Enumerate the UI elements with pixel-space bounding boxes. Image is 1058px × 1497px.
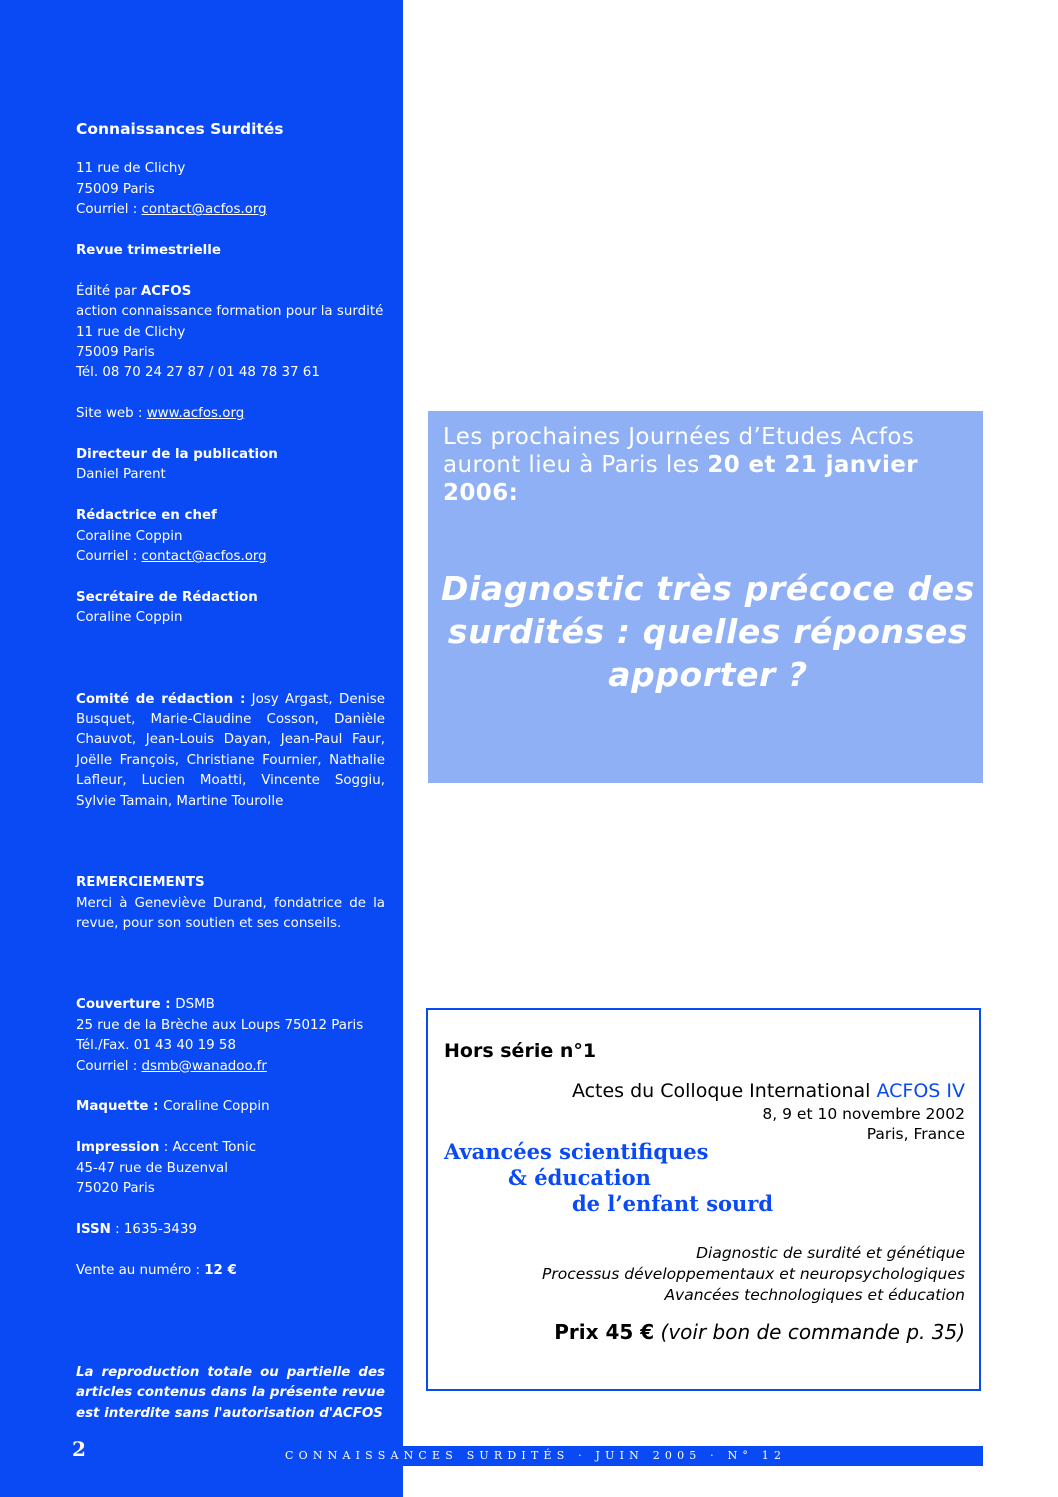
hors-serie-title: Hors série n°1 <box>444 1040 597 1062</box>
email-link[interactable]: contact@acfos.org <box>141 549 267 565</box>
cover-line: Tél./Fax. 01 43 40 19 58 <box>76 1038 236 1054</box>
hors-serie-price <box>554 1320 965 1344</box>
director-label: Directeur de la publication <box>76 447 278 463</box>
price-value: 12 € <box>204 1262 237 1278</box>
footer-running-title: CONNAISSANCES SURDITÉS · JUIN 2005 · N° 12 <box>285 1449 787 1462</box>
price-note: (voir bon de commande p. 35) <box>654 1320 965 1344</box>
cover-label: Couverture : <box>76 997 176 1013</box>
edited-by-org: ACFOS <box>140 283 192 299</box>
hors-serie-topics <box>542 1243 965 1306</box>
hors-serie-subtitle-line: Avancées scientifiques <box>444 1139 709 1164</box>
layout-line <box>76 1097 385 1117</box>
email-link[interactable]: dsmb@wanadoo.fr <box>141 1058 267 1074</box>
sidebar-panel <box>0 0 403 1497</box>
printing-value: : Accent Tonic <box>159 1140 257 1156</box>
legal-notice: La reproduction totale ou partielle des articles contenus dans la présente revue est interdite sans l'autorisation d'ACFOS <box>76 1364 385 1421</box>
thanks-label: REMERCIEMENTS <box>76 875 205 891</box>
secretary-name: Coraline Coppin <box>76 610 183 626</box>
chief-editor-courriel: Courriel : contact@acfos.org <box>76 549 267 565</box>
org-line: action connaissance formation pour la surdité <box>76 304 384 320</box>
director-name: Daniel Parent <box>76 467 166 483</box>
issn-label: ISSN <box>76 1221 111 1237</box>
price-label: Vente au numéro : <box>76 1262 205 1278</box>
cover-line: 25 rue de la Brèche aux Loups 75012 Paris <box>76 1017 364 1033</box>
address-line: 75009 Paris <box>76 181 155 197</box>
masthead-title: Connaissances Surdités <box>76 120 284 138</box>
layout-value: Coraline Coppin <box>163 1099 270 1115</box>
email-link[interactable]: contact@acfos.org <box>141 202 267 218</box>
committee-block <box>76 690 385 812</box>
issn-line <box>76 1220 385 1240</box>
chief-editor-block <box>76 506 385 567</box>
announcement-dates: 20 et 21 janvier 2006: <box>443 452 918 506</box>
page-number: 2 <box>72 1437 86 1461</box>
acfos-brand: ACFOS IV <box>876 1080 965 1102</box>
topic-item: Avancées technologiques et éducation <box>664 1286 965 1304</box>
cover-value: DSMB <box>175 997 215 1013</box>
printing-line: 75020 Paris <box>76 1180 155 1196</box>
thanks-text: Merci à Geneviève Durand, fondatrice de la revue, pour son soutien et ses conseils. <box>76 895 385 931</box>
secretary-label: Secrétaire de Rédaction <box>76 589 258 605</box>
masthead <box>76 119 385 1424</box>
hors-serie-box <box>426 1008 981 1391</box>
hors-serie-subtitle-line: & éducation <box>508 1165 651 1190</box>
chief-editor-label: Rédactrice en chef <box>76 508 217 524</box>
hors-serie-subtitle-line: de l’enfant sourd <box>572 1191 774 1216</box>
thanks-block <box>76 873 385 934</box>
courriel-label: Courriel : <box>76 202 142 218</box>
committee-members: Josy Argast, Denise Busquet, Marie-Claudine Cosson, Danièle Chauvot, Jean-Louis Dayan, Jean-Paul Faur, Joëlle François, Christiane Fournier, Nathalie Lafleur, Lucien Moatti, Vincente Soggiu, Sylvie Tamain, Martine Tourolle <box>76 691 385 809</box>
announcement-box <box>428 411 983 783</box>
printing-line: 45-47 rue de Buzenval <box>76 1160 228 1176</box>
hors-serie-place: Paris, France <box>866 1125 965 1143</box>
org-line: 75009 Paris <box>76 345 155 361</box>
hors-serie-date: 8, 9 et 10 novembre 2002 <box>762 1105 965 1123</box>
org-line: 11 rue de Clichy <box>76 324 186 340</box>
courriel-line <box>76 200 385 220</box>
website-line: Site web : www.acfos.org <box>76 406 245 422</box>
edited-by-line: Édité par ACFOS <box>76 283 192 299</box>
price-amount: Prix 45 € <box>554 1320 655 1344</box>
price-line <box>76 1261 385 1281</box>
director-block <box>76 445 385 486</box>
cover-courriel: Courriel : dsmb@wanadoo.fr <box>76 1058 267 1074</box>
cover-block <box>76 995 385 1077</box>
issn-value: : 1635-3439 <box>110 1221 197 1237</box>
layout-label: Maquette : <box>76 1099 164 1115</box>
printing-block <box>76 1138 385 1199</box>
address-line: 11 rue de Clichy <box>76 161 186 177</box>
editor-block <box>76 282 385 384</box>
announcement-headline: Diagnostic très précoce des surdités : quelles réponses apporter ? <box>441 569 975 694</box>
hors-serie-actes: Actes du Colloque International ACFOS IV <box>571 1080 965 1102</box>
org-phone: Tél. 08 70 24 27 87 / 01 48 78 37 61 <box>76 365 320 381</box>
printing-label: Impression <box>76 1140 160 1156</box>
topic-item: Diagnostic de surdité et génétique <box>696 1244 965 1262</box>
secretary-block <box>76 588 385 629</box>
announcement-intro: Les prochaines Journées d’Etudes Acfos auront lieu à Paris les 20 et 21 janvier 2006: <box>443 424 918 506</box>
committee-label: Comité de rédaction : <box>76 691 246 707</box>
revue-type: Revue trimestrielle <box>76 243 221 259</box>
chief-editor-name: Coraline Coppin <box>76 528 183 544</box>
website-link[interactable]: www.acfos.org <box>146 406 245 422</box>
topic-item: Processus développementaux et neuropsychologiques <box>542 1265 965 1283</box>
publisher-address <box>76 159 385 220</box>
